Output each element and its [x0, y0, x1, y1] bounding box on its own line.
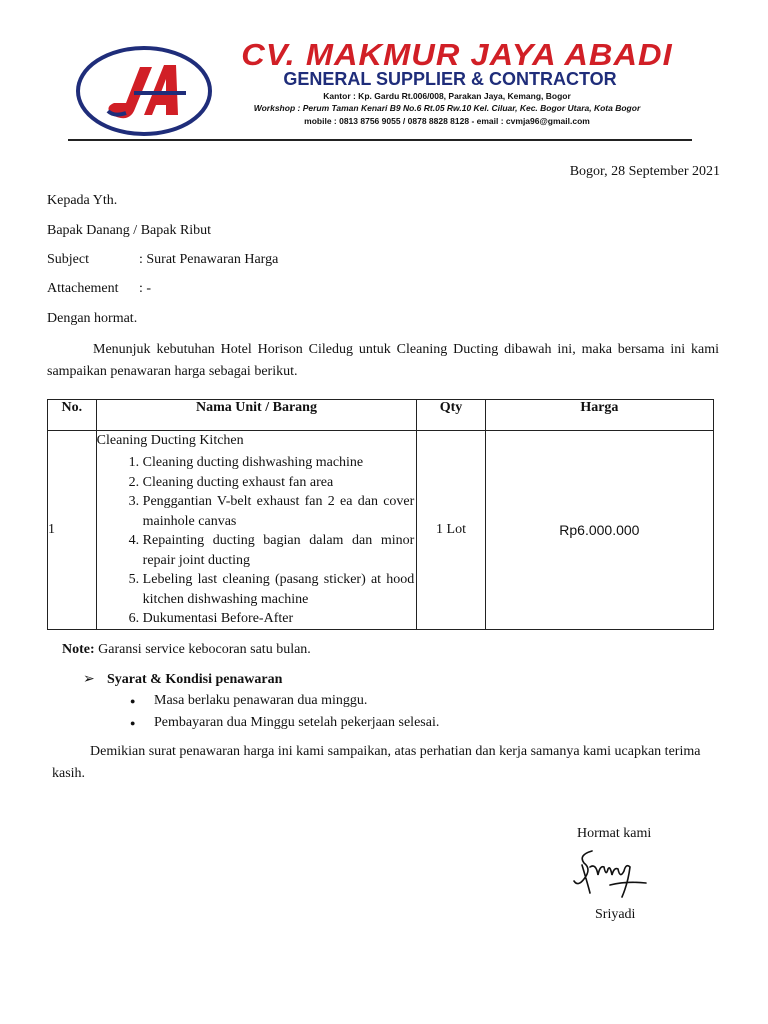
handwritten-signature: [570, 845, 650, 903]
offer-table: [47, 399, 714, 630]
table-row: [48, 431, 714, 630]
company-tagline: GENERAL SUPPLIER & CONTRACTOR: [283, 69, 617, 89]
row-qty: 1 Lot: [417, 431, 485, 630]
work-item-list: [97, 453, 417, 629]
table-header-row: [48, 400, 714, 431]
list-item: 5. Lebeling last cleaning (pasang sticker) at hood kitchen dishwashing machine: [143, 570, 417, 609]
list-item: 4. Repainting ducting bagian dalam dan minor repair joint ducting: [143, 531, 417, 570]
terms-title: Syarat & Kondisi penawaran: [107, 672, 283, 687]
company-name: CV. MAKMUR JAYA ABADI: [241, 37, 673, 72]
terms-heading: [83, 671, 282, 689]
office-address: Kantor : Kp. Gardu Rt.006/008, Parakan Jaya, Kemang, Bogor: [323, 91, 571, 101]
terms-list: [130, 690, 439, 734]
letter-date: Bogor, 28 September 2021: [569, 164, 720, 179]
row-title: Cleaning Ducting Kitchen: [96, 433, 244, 448]
subject-label: Subject: [47, 252, 89, 267]
greeting: Dengan hormat.: [47, 311, 138, 326]
header-qty: Qty: [417, 400, 485, 431]
note-label: Note:: [62, 642, 95, 657]
list-item: 6. Dukumentasi Before-After: [143, 609, 417, 629]
company-logo: [74, 45, 214, 137]
letterhead-divider: [68, 139, 692, 141]
recipient: Bapak Danang / Bapak Ribut: [47, 223, 212, 238]
list-item: ● Masa berlaku penawaran dua minggu.: [130, 690, 439, 712]
list-item: 3. Penggantian V-belt exhaust fan 2 ea dan cover mainhole canvas: [143, 492, 417, 531]
header-harga: Harga: [485, 400, 713, 431]
row-harga: Rp6.000.000: [485, 431, 713, 630]
header-no: No.: [48, 400, 97, 431]
list-item: 1. Cleaning ducting dishwashing machine: [143, 453, 417, 473]
row-no: 1: [48, 431, 97, 630]
attachment-label: Attachement: [47, 281, 119, 296]
subject-value: : Surat Penawaran Harga: [139, 252, 279, 267]
attachment-value: : -: [139, 281, 152, 296]
workshop-address: Workshop : Perum Taman Kenari B9 No.6 Rt.05 Rw.10 Kel. Ciluar, Kec. Bogor Utara, Kota Bogor: [253, 103, 641, 113]
list-item: ● Pembayaran dua Minggu setelah pekerjaan selesai.: [130, 712, 439, 734]
closing-paragraph: Demikian surat penawaran harga ini kami sampaikan, atas perhatian dan kerja samanya kami ucapkan terima kasih.: [52, 744, 701, 781]
to-label: Kepada Yth.: [47, 193, 118, 208]
arrow-bullet-icon: ➢: [83, 672, 95, 687]
note: [62, 641, 311, 659]
signer-name: Sriyadi: [595, 907, 636, 922]
intro-paragraph: Menunjuk kebutuhan Hotel Horison Ciledug untuk Cleaning Ducting dibawah ini, maka bersama ini kami sampaikan penawaran harga sebagai berikut.: [47, 342, 719, 379]
regards: Hormat kami: [577, 826, 652, 841]
contact-info: mobile : 0813 8756 9055 / 0878 8828 8128 - email : cvmja96@gmail.com: [304, 116, 590, 126]
row-description: [96, 431, 417, 630]
note-text: Garansi service kebocoran satu bulan.: [94, 642, 311, 657]
list-item: 2. Cleaning ducting exhaust fan area: [143, 473, 417, 493]
header-nama: Nama Unit / Barang: [96, 400, 417, 431]
